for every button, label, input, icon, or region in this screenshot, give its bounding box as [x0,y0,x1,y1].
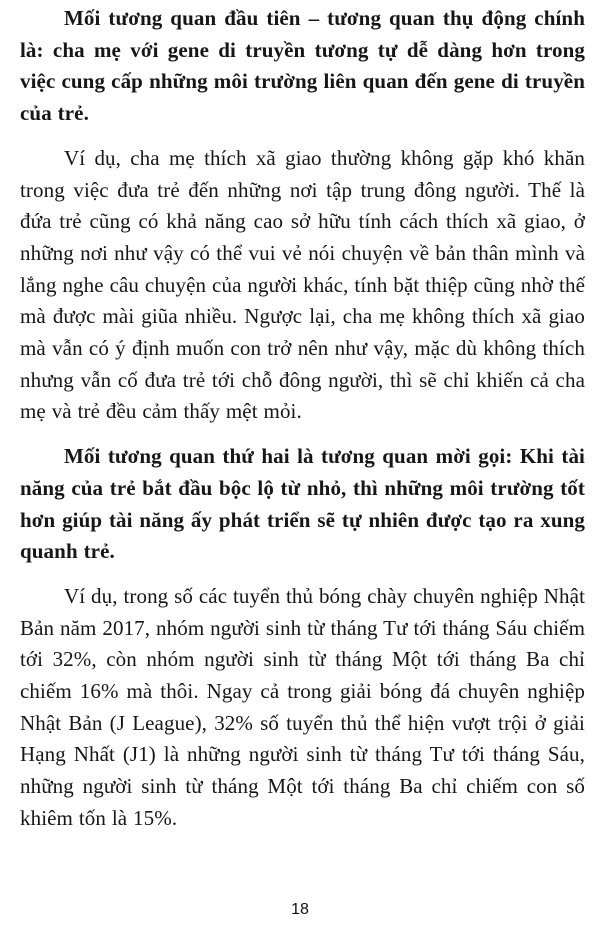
paragraph-passive-correlation: Mối tương quan đầu tiên – tương quan thụ động chính là: cha mẹ với gene di truyền tương tự dễ dàng hơn trong việc cung cấp những môi trường liên quan đến gene di truyền của trẻ. [20,6,585,126]
paragraph-sociable-parents-example: Ví dụ, cha mẹ thích xã giao thường không gặp khó khăn trong việc đưa trẻ đến những nơi tập trung đông người. Thế là đứa trẻ cũng có khả năng cao sở hữu tính cách thích xã giao, ở những nơi như vậy có thể vui vẻ nói chuyện về bản thân mình và lắng nghe câu chuyện của người khác, tính bặt thiệp cũng nhờ thế mà được mài giũa nhiều. Ngược lại, cha mẹ không thích xã giao mà vẫn có ý định muốn con trở nên như vậy, mặc dù không thích nhưng vẫn cố đưa trẻ tới chỗ đông người, thì sẽ chỉ khiến cả cha mẹ và trẻ đều cảm thấy mệt mỏi. [20,145,585,424]
page-number: 18 [291,901,309,918]
paragraph-sports-statistics-example: Ví dụ, trong số các tuyển thủ bóng chày chuyên nghiệp Nhật Bản năm 2017, nhóm người sinh từ tháng Tư tới tháng Sáu chiếm tới 32%, còn nhóm người sinh từ tháng Một tới tháng Ba chỉ chiếm 16% mà thôi. Ngay cả trong giải bóng đá chuyên nghiệp Nhật Bản (J League), 32% số tuyển thủ thể hiện vượt trội ở giải Hạng Nhất (J1) là những người sinh từ tháng Tư tới tháng Sáu, những người sinh từ tháng Một tới tháng Ba chỉ chiếm con số khiêm tốn là 15%. [20,583,586,830]
paragraph-evocative-correlation: Mối tương quan thứ hai là tương quan mời gọi: Khi tài năng của trẻ bắt đầu bộc lộ từ nhỏ, thì những môi trường tốt hơn giúp tài năng ấy phát triển sẽ tự nhiên được tạo ra xung quanh trẻ. [20,444,585,564]
